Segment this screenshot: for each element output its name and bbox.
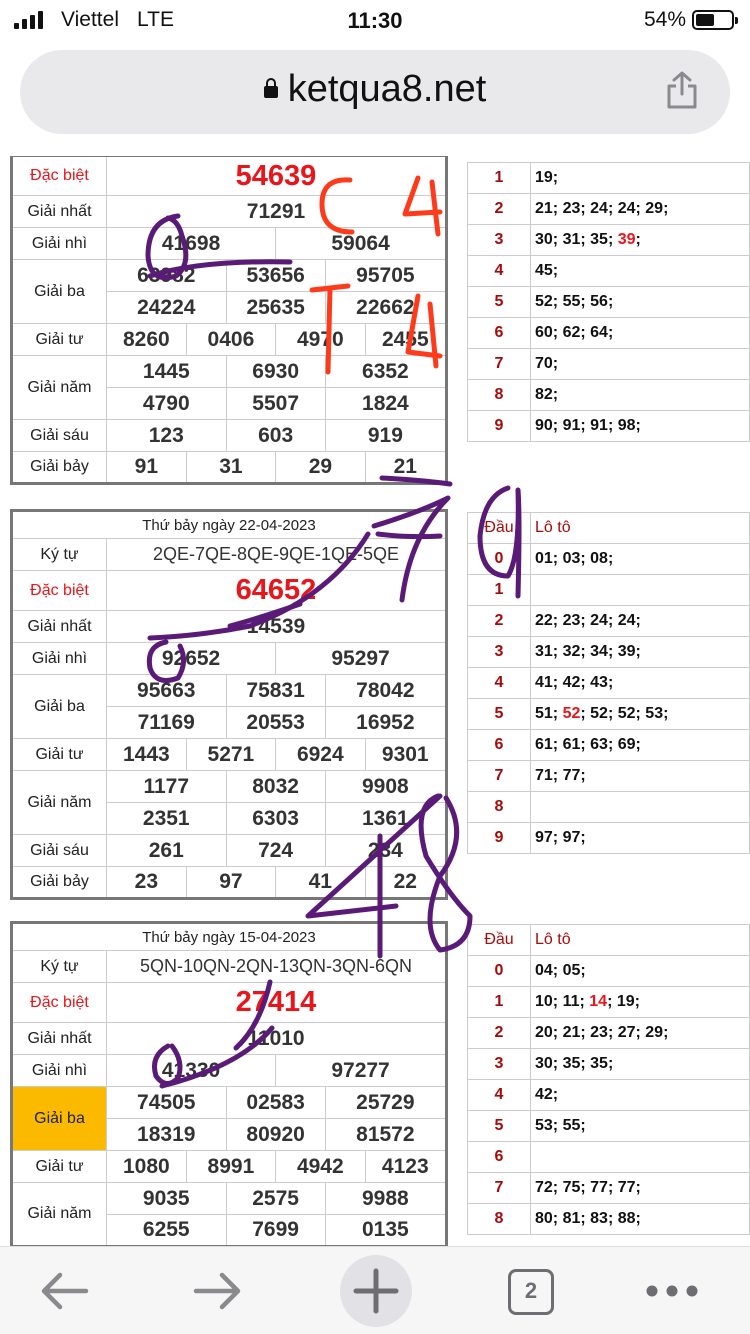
loto-values: 60; 62; 64; <box>535 324 614 341</box>
seventh-prize: 31 <box>186 452 275 484</box>
loto-row <box>468 287 750 318</box>
head-header: Đầu <box>468 925 531 956</box>
loto-values: 72; 75; 77; 77; <box>535 1179 641 1196</box>
third-prize: 53656 <box>226 260 325 292</box>
label-special: Đặc biệt <box>12 156 107 196</box>
carrier-name: Viettel <box>61 8 119 31</box>
loto-row <box>468 225 750 256</box>
loto-row <box>468 1049 750 1080</box>
loto-highlight: 14 <box>589 993 608 1010</box>
special-prize: 54639 <box>107 156 447 196</box>
battery-icon <box>692 10 734 30</box>
fourth-prize: 5271 <box>186 739 275 771</box>
loto-row <box>468 637 750 668</box>
loto-values: 01; 03; 08; <box>535 550 614 567</box>
clock: 11:30 <box>347 8 403 33</box>
fifth-prize: 6352 <box>325 356 446 388</box>
second-prize: 97277 <box>276 1055 447 1087</box>
loto-values: ; 52; 52; 53; <box>580 705 669 722</box>
loto-head: 8 <box>468 1204 531 1235</box>
third-prize: 22662 <box>325 292 446 324</box>
loto-row <box>468 1018 750 1049</box>
loto-row <box>468 792 750 823</box>
label-third: Giải ba <box>12 1087 107 1151</box>
loto-values: 61; 61; 63; 69; <box>535 736 641 753</box>
head-header: Đầu <box>468 513 531 544</box>
prize-table-3 <box>10 921 448 1246</box>
label-first: Giải nhất <box>12 196 107 228</box>
loto-row <box>468 1080 750 1111</box>
third-prize: 95705 <box>325 260 446 292</box>
label-sixth: Giải sáu <box>12 835 107 867</box>
loto-row <box>468 349 750 380</box>
back-arrow-icon[interactable] <box>32 1259 96 1323</box>
first-prize: 14539 <box>107 611 447 643</box>
loto-values: 30; 35; 35; <box>535 1055 614 1072</box>
loto-values: 10; 11; <box>535 993 590 1010</box>
sixth-prize: 261 <box>107 835 227 867</box>
loto-values: 45; <box>535 262 559 279</box>
loto-row <box>468 163 750 194</box>
page-content <box>0 156 750 1246</box>
loto-values: 52; 55; 56; <box>535 293 614 310</box>
third-prize: 16952 <box>325 707 446 739</box>
status-bar <box>0 0 750 44</box>
loto-values: 31; 32; 34; 39; <box>535 643 641 660</box>
loto-highlight: 52 <box>562 705 581 722</box>
loto-values: ; 19; <box>607 993 640 1010</box>
third-prize: 20553 <box>226 707 325 739</box>
loto-head: 1 <box>468 163 531 194</box>
plus-icon <box>340 1255 412 1327</box>
fifth-prize: 2575 <box>226 1183 325 1215</box>
third-prize: 81572 <box>325 1119 446 1151</box>
sixth-prize: 123 <box>107 420 227 452</box>
loto-values: 90; 91; 91; 98; <box>535 417 641 434</box>
loto-row <box>468 1142 750 1173</box>
seventh-prize: 97 <box>186 867 275 899</box>
loto-values: 42; <box>535 1086 559 1103</box>
label-fifth: Giải năm <box>12 1183 107 1247</box>
loto-values: 71; 77; <box>535 767 586 784</box>
loto-head: 5 <box>468 699 531 730</box>
third-prize: 24224 <box>107 292 227 324</box>
loto-table-3 <box>467 924 750 1235</box>
seventh-prize: 23 <box>107 867 187 899</box>
loto-head: 2 <box>468 1018 531 1049</box>
fourth-prize: 8991 <box>186 1151 275 1183</box>
label-fourth: Giải tư <box>12 324 107 356</box>
loto-highlight: 39 <box>617 231 636 248</box>
label-special: Đặc biệt <box>12 571 107 611</box>
fifth-prize: 9035 <box>107 1183 227 1215</box>
label-first: Giải nhất <box>12 611 107 643</box>
address-bar[interactable] <box>20 50 730 134</box>
fourth-prize: 1080 <box>107 1151 187 1183</box>
forward-arrow-icon[interactable] <box>186 1259 250 1323</box>
label-third: Giải ba <box>12 260 107 324</box>
tab-switcher-button[interactable] <box>508 1269 554 1315</box>
loto-head: 3 <box>468 225 531 256</box>
tab-count: 2 <box>524 1278 538 1303</box>
label-first: Giải nhất <box>12 1023 107 1055</box>
prize-table-1 <box>10 156 448 485</box>
loto-row <box>468 987 750 1018</box>
more-menu-icon[interactable] <box>640 1259 704 1323</box>
browser-toolbar <box>0 1246 750 1334</box>
third-prize: 75831 <box>226 675 325 707</box>
third-prize: 25635 <box>226 292 325 324</box>
loto-values: 19; <box>535 169 559 186</box>
loto-values: 20; 21; 23; 27; 29; <box>535 1024 669 1041</box>
first-prize: 11010 <box>107 1023 447 1055</box>
second-prize: 59064 <box>276 228 447 260</box>
fifth-prize: 0135 <box>325 1215 446 1247</box>
fifth-prize: 1445 <box>107 356 227 388</box>
loto-head: 7 <box>468 1173 531 1204</box>
loto-head: 2 <box>468 606 531 637</box>
special-prize: 27414 <box>107 983 447 1023</box>
third-prize: 74505 <box>107 1087 227 1119</box>
loto-head: 0 <box>468 956 531 987</box>
first-prize: 71291 <box>107 196 447 228</box>
loto-row <box>468 380 750 411</box>
seventh-prize: 21 <box>365 452 446 484</box>
loto-head: 1 <box>468 987 531 1018</box>
loto-row <box>468 1204 750 1235</box>
fifth-prize: 9908 <box>325 771 446 803</box>
second-prize: 92652 <box>107 643 276 675</box>
second-prize: 41698 <box>107 228 276 260</box>
loto-head: 4 <box>468 256 531 287</box>
loto-head: 9 <box>468 823 531 854</box>
draw-code: 5QN-10QN-2QN-13QN-3QN-6QN <box>107 951 447 983</box>
label-fifth: Giải năm <box>12 356 107 420</box>
loto-head: 5 <box>468 1111 531 1142</box>
fourth-prize: 0406 <box>186 324 275 356</box>
loto-header-label: Lô tô <box>531 513 750 544</box>
third-prize: 80920 <box>226 1119 325 1151</box>
battery-info <box>644 8 734 32</box>
loto-row <box>468 1111 750 1142</box>
label-third: Giải ba <box>12 675 107 739</box>
lock-icon <box>264 86 278 98</box>
seventh-prize: 91 <box>107 452 187 484</box>
sixth-prize: 603 <box>226 420 325 452</box>
loto-table-1 <box>467 162 750 442</box>
seventh-prize: 41 <box>276 867 365 899</box>
new-tab-button[interactable] <box>340 1255 412 1327</box>
label-second: Giải nhì <box>12 1055 107 1087</box>
seventh-prize: 29 <box>276 452 365 484</box>
loto-values: 30; 31; 35; <box>535 231 618 248</box>
second-prize: 41330 <box>107 1055 276 1087</box>
fifth-prize: 6255 <box>107 1215 227 1247</box>
loto-head: 6 <box>468 318 531 349</box>
loto-row <box>468 730 750 761</box>
loto-header <box>468 925 750 956</box>
draw-date: Thứ bảy ngày 22-04-2023 <box>12 511 447 539</box>
fifth-prize: 2351 <box>107 803 227 835</box>
loto-table-2 <box>467 512 750 854</box>
loto-header <box>468 513 750 544</box>
battery-percent: 54% <box>643 8 686 31</box>
loto-header-label: Lô tô <box>531 925 750 956</box>
network-type: LTE <box>137 8 174 31</box>
fifth-prize: 6930 <box>226 356 325 388</box>
loto-row <box>468 318 750 349</box>
loto-head: 7 <box>468 349 531 380</box>
label-code: Ký tự <box>12 539 107 571</box>
loto-values: 80; 81; 83; 88; <box>535 1210 641 1227</box>
fourth-prize: 2455 <box>365 324 446 356</box>
label-code: Ký tự <box>12 951 107 983</box>
sixth-prize: 724 <box>226 835 325 867</box>
loto-head: 3 <box>468 1049 531 1080</box>
loto-values: 82; <box>535 386 559 403</box>
loto-row <box>468 256 750 287</box>
fourth-prize: 6924 <box>276 739 365 771</box>
loto-values: 51; <box>535 705 563 722</box>
loto-head: 0 <box>468 544 531 575</box>
loto-head: 5 <box>468 287 531 318</box>
label-seventh: Giải bảy <box>12 867 107 899</box>
loto-values: 53; 55; <box>535 1117 586 1134</box>
loto-head: 4 <box>468 1080 531 1111</box>
fourth-prize: 9301 <box>365 739 446 771</box>
label-seventh: Giải bảy <box>12 452 107 484</box>
label-fifth: Giải năm <box>12 771 107 835</box>
label-fourth: Giải tư <box>12 1151 107 1183</box>
fourth-prize: 4123 <box>365 1151 446 1183</box>
sixth-prize: 234 <box>325 835 446 867</box>
label-second: Giải nhì <box>12 643 107 675</box>
label-special: Đặc biệt <box>12 983 107 1023</box>
loto-head: 8 <box>468 792 531 823</box>
loto-head: 9 <box>468 411 531 442</box>
loto-values: ; <box>635 231 641 248</box>
loto-head: 4 <box>468 668 531 699</box>
special-row <box>12 156 447 196</box>
fifth-prize: 9988 <box>325 1183 446 1215</box>
third-prize: 18319 <box>107 1119 227 1151</box>
fifth-prize: 5507 <box>226 388 325 420</box>
loto-row <box>468 761 750 792</box>
share-icon[interactable] <box>664 70 700 110</box>
loto-values: 97; 97; <box>535 829 586 846</box>
label-second: Giải nhì <box>12 228 107 260</box>
loto-row <box>468 411 750 442</box>
loto-row <box>468 823 750 854</box>
url-display[interactable] <box>20 68 730 111</box>
third-prize: 25729 <box>325 1087 446 1119</box>
fifth-prize: 8032 <box>226 771 325 803</box>
third-prize: 63982 <box>107 260 227 292</box>
fifth-prize: 4790 <box>107 388 227 420</box>
third-prize: 02583 <box>226 1087 325 1119</box>
draw-date: Thứ bảy ngày 15-04-2023 <box>12 923 447 951</box>
loto-row <box>468 668 750 699</box>
prize-table-2 <box>10 509 448 900</box>
loto-head: 2 <box>468 194 531 225</box>
loto-head: 7 <box>468 761 531 792</box>
loto-row <box>468 544 750 575</box>
fifth-prize: 7699 <box>226 1215 325 1247</box>
special-prize: 64652 <box>107 571 447 611</box>
loto-row <box>468 194 750 225</box>
url-text: ketqua8.net <box>287 68 487 110</box>
loto-values: 41; 42; 43; <box>535 674 614 691</box>
fourth-prize: 4970 <box>276 324 365 356</box>
label-fourth: Giải tư <box>12 739 107 771</box>
loto-values: 22; 23; 24; 24; <box>535 612 641 629</box>
fourth-prize: 4942 <box>276 1151 365 1183</box>
fifth-prize: 1824 <box>325 388 446 420</box>
draw-code: 2QE-7QE-8QE-9QE-1QE-5QE <box>107 539 447 571</box>
loto-row <box>468 606 750 637</box>
label-sixth: Giải sáu <box>12 420 107 452</box>
third-prize: 95663 <box>107 675 227 707</box>
loto-head: 6 <box>468 1142 531 1173</box>
loto-head: 6 <box>468 730 531 761</box>
loto-row <box>468 1173 750 1204</box>
loto-row <box>468 699 750 730</box>
loto-row <box>468 956 750 987</box>
fifth-prize: 6303 <box>226 803 325 835</box>
fourth-prize: 8260 <box>107 324 187 356</box>
loto-head: 3 <box>468 637 531 668</box>
third-prize: 71169 <box>107 707 227 739</box>
seventh-prize: 22 <box>365 867 446 899</box>
second-prize: 95297 <box>276 643 447 675</box>
fifth-prize: 1361 <box>325 803 446 835</box>
loto-head: 1 <box>468 575 531 606</box>
fourth-prize: 1443 <box>107 739 187 771</box>
loto-values: 04; 05; <box>535 962 586 979</box>
loto-head: 8 <box>468 380 531 411</box>
loto-values: 70; <box>535 355 559 372</box>
sixth-prize: 919 <box>325 420 446 452</box>
loto-values: 21; 23; 24; 24; 29; <box>535 200 669 217</box>
third-prize: 78042 <box>325 675 446 707</box>
fifth-prize: 1177 <box>107 771 227 803</box>
loto-row <box>468 575 750 606</box>
